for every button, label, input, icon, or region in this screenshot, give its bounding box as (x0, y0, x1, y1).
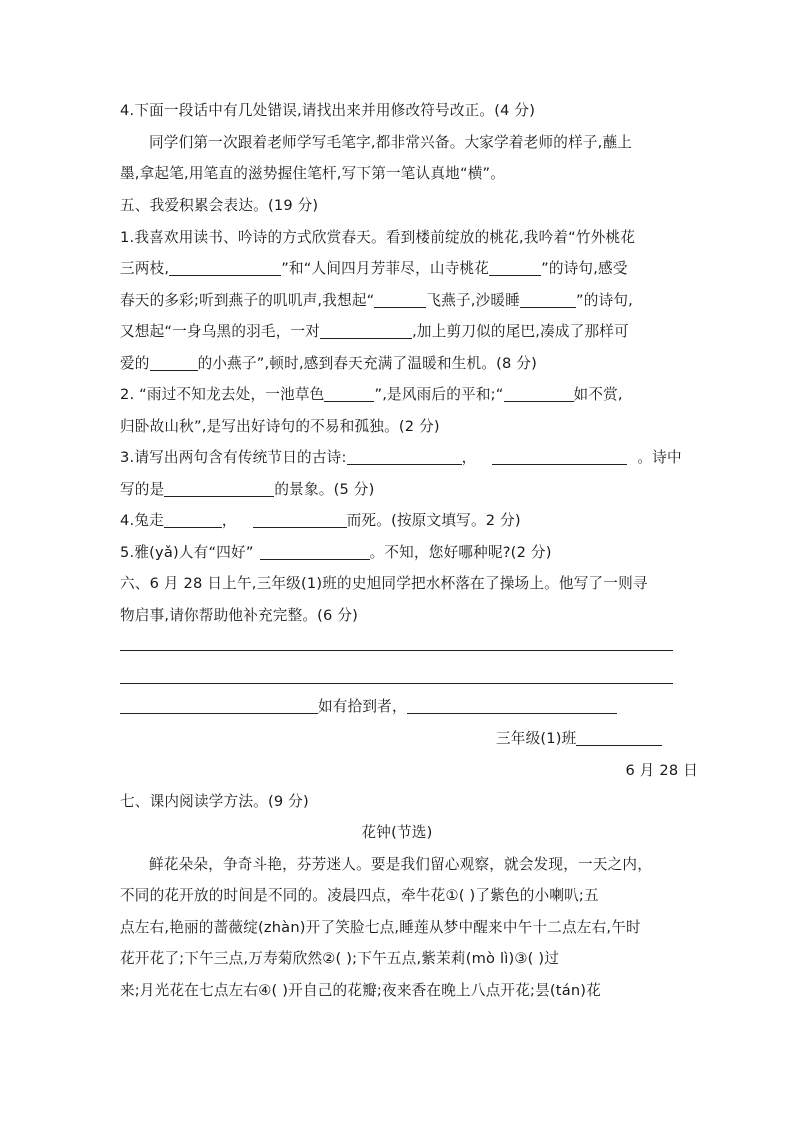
q3-text-e: 的景象。(5 分) (274, 481, 375, 498)
section-5-q2-line-2: 归卧故山秋”,是写出好诗句的不易和孤独。(2 分) (120, 418, 440, 435)
q1-text-c: ”的诗句,感受 (541, 260, 628, 277)
q1-text-i: 爱的 (120, 355, 150, 372)
notice-line-3 (120, 697, 617, 717)
notice-date: 6 月 28 日 (625, 762, 698, 779)
class-signature: 三年级(1)班 (496, 730, 577, 747)
q1-text-d: 春天的多彩;听到燕子的叽叽声,我想起“ (120, 292, 375, 309)
article-line-3: 点左右,艳丽的蔷薇绽(zhàn)开了笑脸七点,睡莲从梦中醒来中午十二点左右,午时 (120, 919, 641, 936)
q1-text-j: 的小燕子”,顿时,感到春天充满了温暖和生机。(8 分) (197, 355, 538, 372)
q1-text-f: ”的诗句, (576, 292, 634, 309)
q1-text-e: 飞燕子,沙暖睡 (426, 292, 521, 309)
q1-text-g: 又想起“一身乌黑的羽毛，一对 (120, 323, 321, 340)
blank-q2-1[interactable] (324, 385, 374, 402)
section-5-q1-line-5 (120, 354, 537, 374)
article-line-5: 来;月光花在七点左右④( )开自己的花瓣;夜来香在晚上八点开花;昙(tán)花 (120, 982, 601, 999)
section-6-line-2: 物启事,请你帮助他补充完整。(6 分) (120, 607, 359, 624)
article-line-2: 不同的花开放的时间是不同的。凌晨四点，牵牛花①( )了紫色的小喇叭;五 (120, 887, 599, 904)
section-5-q1-line-3 (120, 291, 633, 311)
q5-text-a: 5.雅(yǎ)人有“四好” (120, 544, 254, 561)
section-7-title: 七、课内阅读学方法。(9 分) (120, 793, 309, 810)
article-line-1: 鲜花朵朵，争奇斗艳，芬芳迷人。要是我们留心观察，就会发现，一天之内， (149, 856, 652, 873)
q1-text-b: ”和“人间四月芳菲尽，山寺桃花 (281, 260, 490, 277)
section-5-title: 五、我爱积累会表达。(19 分) (120, 197, 319, 214)
blank-signature[interactable] (576, 729, 662, 746)
found-text: 如有拾到者， (318, 698, 407, 715)
blank-q1-5[interactable] (320, 322, 412, 339)
q3-text-b: ， (461, 449, 477, 466)
article-title: 花钟(节选) (361, 824, 433, 841)
blank-q1-1[interactable] (169, 259, 281, 276)
writing-line-1[interactable] (120, 650, 673, 651)
section-5-q1-line-2 (120, 259, 628, 279)
q1-text-a: 三两枝, (120, 260, 170, 277)
section-5-q1-line-4 (120, 322, 629, 342)
section-5-q3-line-1 (120, 448, 682, 468)
section-5-q2-line-1 (120, 385, 623, 405)
section-6-line-1: 六、6 月 28 日上午,三年级(1)班的史旭同学把水杯落在了操场上。他写了一则寻 (120, 575, 648, 592)
blank-q1-3[interactable] (374, 291, 426, 308)
q2-text-a: 2. “雨过不知龙去处，一池草色 (120, 386, 325, 403)
q3-text-d: 写的是 (120, 481, 165, 498)
blank-q3-2[interactable] (492, 448, 627, 465)
q1-text-h: ,加上剪刀似的尾巴,凑成了那样可 (412, 323, 629, 340)
section-5-q3-line-2 (120, 480, 374, 500)
blank-q2-2[interactable] (504, 385, 574, 402)
q4b-text-b: ， (221, 512, 237, 529)
writing-line-2[interactable] (120, 683, 673, 684)
blank-q1-6[interactable] (150, 354, 198, 371)
q2-text-b: ”,是风雨后的平和;“ (374, 386, 504, 403)
q3-text-a: 3.请写出两句含有传统节日的古诗: (120, 449, 347, 466)
class-signature-line (496, 729, 662, 749)
q2-text-c: 如不赏, (573, 386, 623, 403)
q5-text-b: 。不知，您好哪种呢?(2 分) (369, 544, 552, 561)
blank-q4-1[interactable] (164, 511, 222, 528)
blank-notice-1[interactable] (120, 697, 318, 714)
q3-text-c: 。诗中 (637, 449, 682, 466)
question-4-title: 4.下面一段话中有几处错误,请找出来并用修改符号改正。(4 分) (120, 102, 536, 119)
blank-q1-4[interactable] (520, 291, 576, 308)
blank-q5-1[interactable] (260, 543, 370, 560)
blank-q1-2[interactable] (489, 259, 541, 276)
q4b-text-c: 而死。(按原文填写。2 分) (346, 512, 521, 529)
q4b-text-a: 4.兔走 (120, 512, 164, 529)
section-5-q1-line-1: 1.我喜欢用读书、吟诗的方式欣赏春天。看到楼前绽放的桃花,我吟着“竹外桃花 (120, 229, 636, 246)
section-5-q5-line (120, 543, 552, 563)
article-line-4: 花开花了;下午三点,万寿菊欣然②( );下午五点,紫茉莉(mò lì)③( )过 (120, 950, 560, 967)
question-4-paragraph-line-1: 同学们第一次跟着老师学写毛笔字,都非常兴备。大家学着老师的样子,蘸上 (149, 134, 633, 151)
question-4-paragraph-line-2: 墨,拿起笔,用笔直的滋势握住笔杆,写下第一笔认真地“横”。 (120, 165, 506, 182)
blank-q3-3[interactable] (164, 480, 274, 497)
section-5-q4-line (120, 511, 521, 531)
blank-q3-1[interactable] (347, 448, 462, 465)
blank-notice-2[interactable] (407, 697, 617, 714)
blank-q4-2[interactable] (253, 511, 347, 528)
